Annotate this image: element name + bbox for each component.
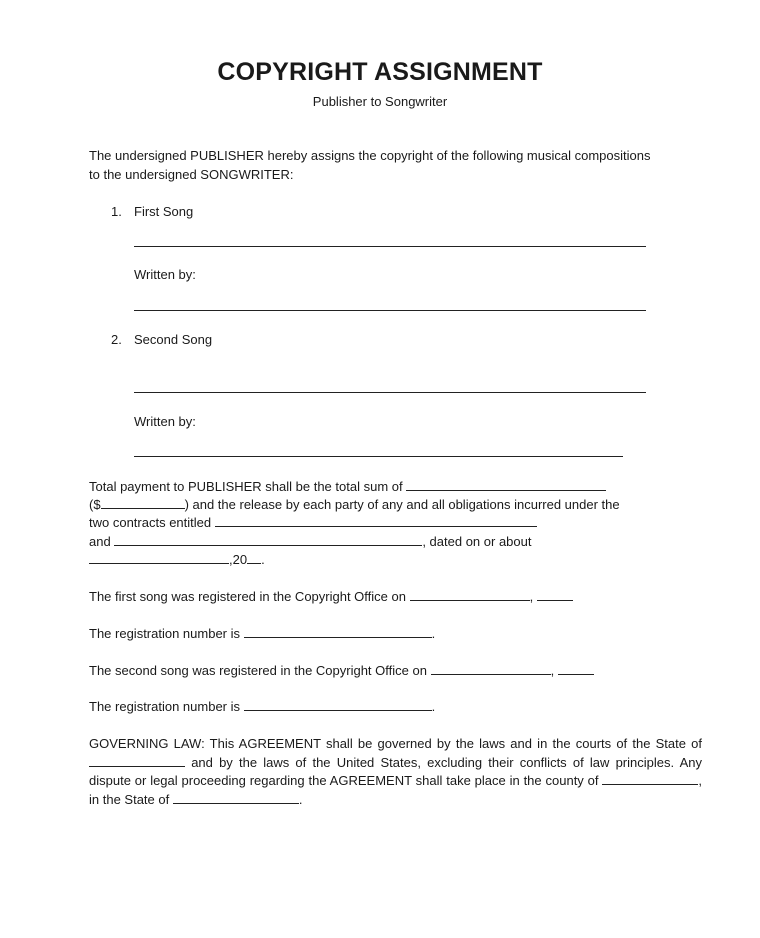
payment-sum-label: Total payment to PUBLISHER shall be the total sum of	[89, 479, 403, 494]
dated-label: , dated on or about	[422, 534, 532, 549]
payment-end-period: .	[261, 552, 265, 567]
contracts-entitled-label: two contracts entitled	[89, 515, 212, 530]
registration-number-label-1: The registration number is	[89, 626, 241, 641]
payment-amount-field[interactable]	[101, 496, 185, 509]
first-song-registration-year-field[interactable]	[537, 588, 573, 601]
period: .	[431, 699, 436, 714]
song-2-title-line[interactable]	[134, 392, 646, 393]
second-song-registration-number	[89, 698, 435, 716]
governing-county-field[interactable]	[602, 772, 698, 785]
song-1-number: 1.	[111, 204, 122, 219]
song-1-written-by-line[interactable]	[134, 310, 646, 311]
first-song-registered-label: The first song was registered in the Copyright Office on	[89, 589, 406, 604]
governing-state-field[interactable]	[89, 754, 185, 767]
intro-line-2: to the undersigned SONGWRITER:	[89, 167, 294, 182]
comma: ,	[550, 663, 555, 678]
document-subtitle: Publisher to Songwriter	[312, 94, 448, 109]
second-song-registered-label: The second song was registered in the Copyright Office on	[89, 663, 427, 678]
comma: ,	[529, 589, 534, 604]
registration-number-1-field[interactable]	[244, 625, 432, 638]
first-song-registration-date-field[interactable]	[410, 588, 530, 601]
governing-law-text-2: and by the laws of the United States, excluding their conflicts of law principles. Any dispute or legal proceeding regarding the AGREEMENT shall take place in the county of	[89, 754, 702, 788]
contract-year-field[interactable]	[247, 551, 261, 564]
payment-release-text: ) and the release by each party of any and all obligations incurred under the	[184, 497, 620, 512]
year-prefix: ,20	[229, 552, 248, 567]
and-label: and	[89, 534, 111, 549]
governing-law-text-4: .	[298, 791, 303, 807]
song-2-label: Second Song	[134, 332, 213, 347]
song-1-label: First Song	[134, 204, 194, 219]
payment-line-4	[89, 533, 531, 551]
song-1-written-by-label: Written by:	[134, 267, 196, 282]
registration-number-2-field[interactable]	[244, 698, 432, 711]
intro-line-1: The undersigned PUBLISHER hereby assigns the copyright of the following musical compositions	[89, 148, 651, 163]
document-title: COPYRIGHT ASSIGNMENT	[217, 58, 543, 86]
governing-county-state-field[interactable]	[173, 791, 299, 804]
payment-line-2	[89, 496, 620, 514]
governing-law-paragraph	[89, 735, 702, 809]
contract-1-title-field[interactable]	[215, 514, 537, 527]
contract-2-title-field[interactable]	[114, 533, 422, 546]
payment-line-1	[89, 478, 606, 496]
second-song-registration	[89, 662, 594, 680]
payment-sum-words-field[interactable]	[406, 478, 606, 491]
governing-law-text-3: , in the State of	[89, 773, 702, 807]
contract-date-field[interactable]	[89, 551, 229, 564]
song-2-written-by-label: Written by:	[134, 414, 196, 429]
payment-dollar-prefix: ($	[89, 497, 101, 512]
governing-law-text-1: GOVERNING LAW: This AGREEMENT shall be governed by the laws and in the courts of the State of	[89, 736, 702, 751]
first-song-registration	[89, 588, 573, 606]
payment-line-5	[89, 551, 265, 569]
second-song-registration-date-field[interactable]	[431, 662, 551, 675]
registration-number-label-2: The registration number is	[89, 699, 241, 714]
first-song-registration-number	[89, 625, 435, 643]
payment-line-3	[89, 514, 537, 532]
song-1-title-line[interactable]	[134, 246, 646, 247]
period: .	[431, 626, 436, 641]
song-2-written-by-line[interactable]	[134, 456, 623, 457]
song-2-number: 2.	[111, 332, 122, 347]
second-song-registration-year-field[interactable]	[558, 662, 594, 675]
